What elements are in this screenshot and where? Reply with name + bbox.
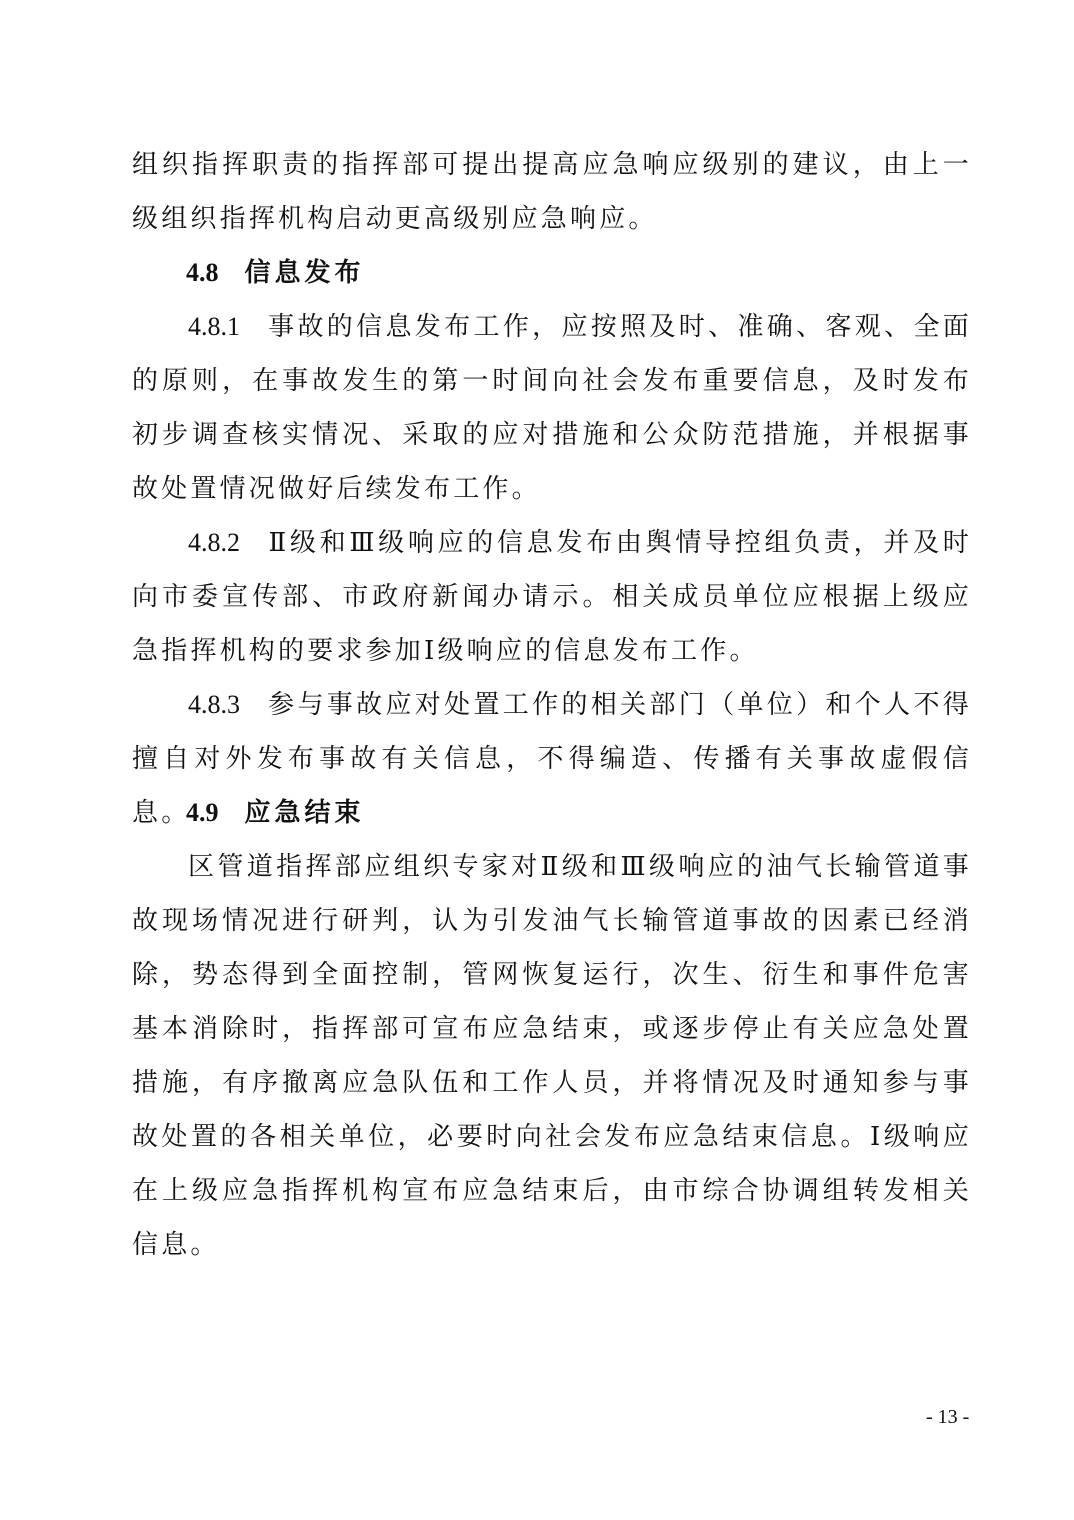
item-number: 4.8.1 <box>188 312 240 341</box>
section-number: 4.9 <box>186 798 219 827</box>
page-number: - 13 - <box>926 1406 970 1428</box>
section-title: 信息发布 <box>244 258 365 288</box>
item-number: 4.8.2 <box>188 528 240 557</box>
item-text: Ⅱ级和Ⅲ级响应的信息发布由舆情导控组负责，并及时向市委宣传部、市政府新闻办请示。相关成员单位应根据上级应急指挥机构的要求参加Ⅰ级响应的信息发布工作。 <box>132 528 972 666</box>
paragraph-continuation: 组织指挥职责的指挥部可提出提高应急响应级别的建议，由上一级组织指挥机构启动更高级别应急响应。 <box>132 150 972 234</box>
section-number: 4.8 <box>186 258 219 287</box>
section-heading-4-9 <box>186 786 365 840</box>
item-text: 参与事故应对处置工作的相关部门（单位）和个人不得擅自对外发布事故有关信息，不得编造、传播有关事故虚假信息。 <box>132 690 972 828</box>
section-title: 应急结束 <box>244 798 365 828</box>
paragraph-4-8-2 <box>132 516 972 678</box>
paragraph-4-8-1 <box>132 300 972 516</box>
item-number: 4.8.3 <box>188 690 240 719</box>
paragraph-4-9: 区管道指挥部应组织专家对Ⅱ级和Ⅲ级响应的油气长输管道事故现场情况进行研判，认为引发油气长输管道事故的因素已经消除，势态得到全面控制，管网恢复运行，次生、衍生和事件危害基本消除时，指挥部可宣布应急结束，或逐步停止有关应急处置措施，有序撤离应急队伍和工作人员，并将情况及时通知参与事故处置的各相关单位，必要时向社会发布应急结束信息。Ⅰ级响应在上级应急指挥机构宣布应急结束后，由市综合协调组转发相关信息。 <box>132 852 972 1260</box>
item-text: 事故的信息发布工作，应按照及时、准确、客观、全面的原则，在事故发生的第一时间向社会发布重要信息，及时发布初步调查核实情况、采取的应对措施和公众防范措施，并根据事故处置情况做好后续发布工作。 <box>132 312 972 504</box>
section-heading-4-8 <box>186 246 365 300</box>
